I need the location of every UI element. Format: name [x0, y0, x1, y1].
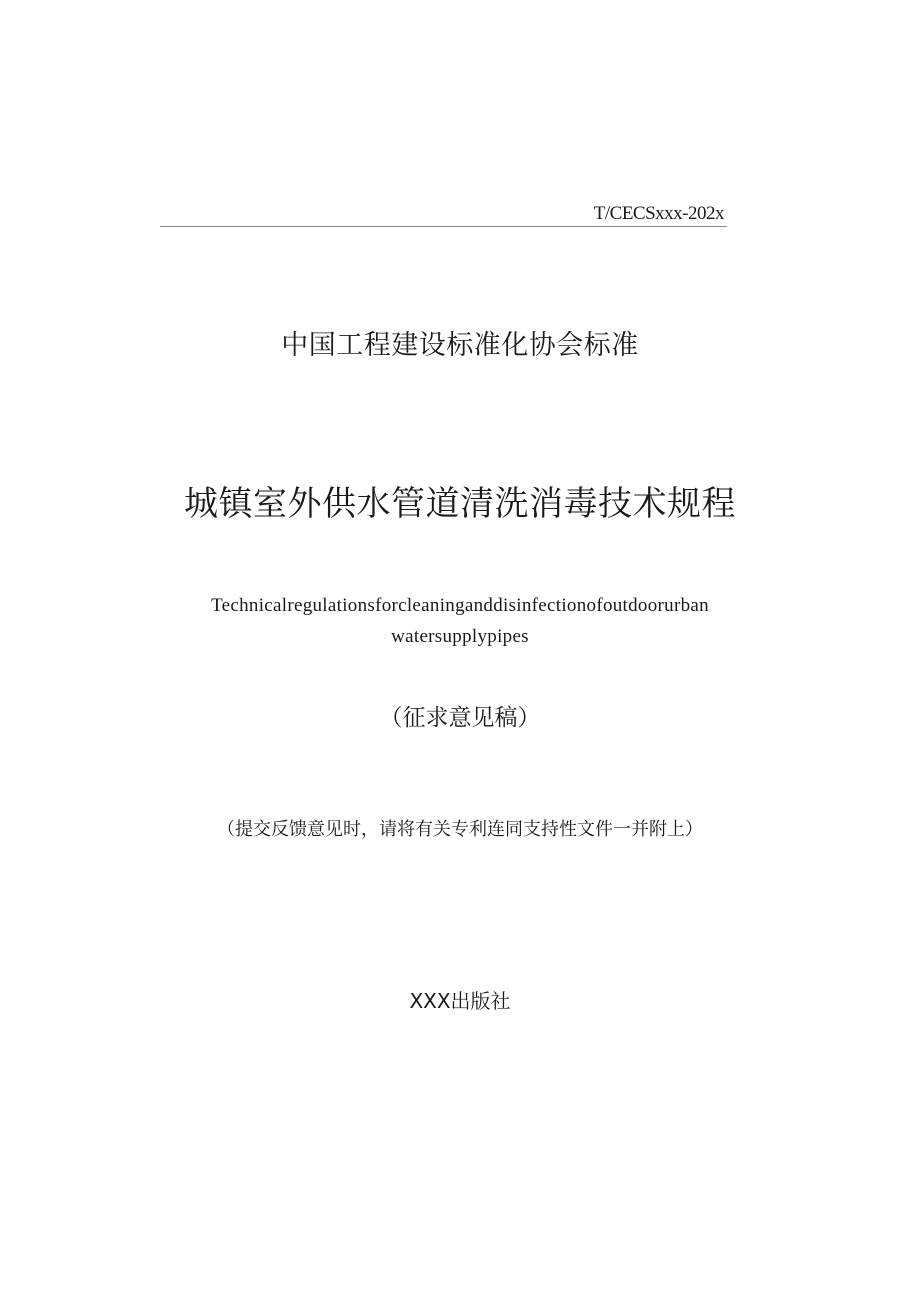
- submission-note: （提交反馈意见时，请将有关专利连同支持性文件一并附上）: [217, 819, 703, 840]
- title-en-line-1: Technicalregulationsforcleaninganddisinfectionofoutdoorurban: [211, 595, 709, 616]
- publisher-name: XXX出版社: [409, 989, 511, 1013]
- standard-code: T/CECSxxx-202x: [593, 203, 724, 224]
- document-title-cn: 城镇室外供水管道清洗消毒技术规程: [184, 484, 736, 524]
- document-title-en: [0, 590, 920, 652]
- title-en-line-2: watersupplypipes: [391, 626, 529, 647]
- draft-label: （征求意见稿）: [379, 705, 541, 731]
- header-divider: [160, 226, 727, 227]
- association-name: 中国工程建设标准化协会标准: [281, 330, 639, 361]
